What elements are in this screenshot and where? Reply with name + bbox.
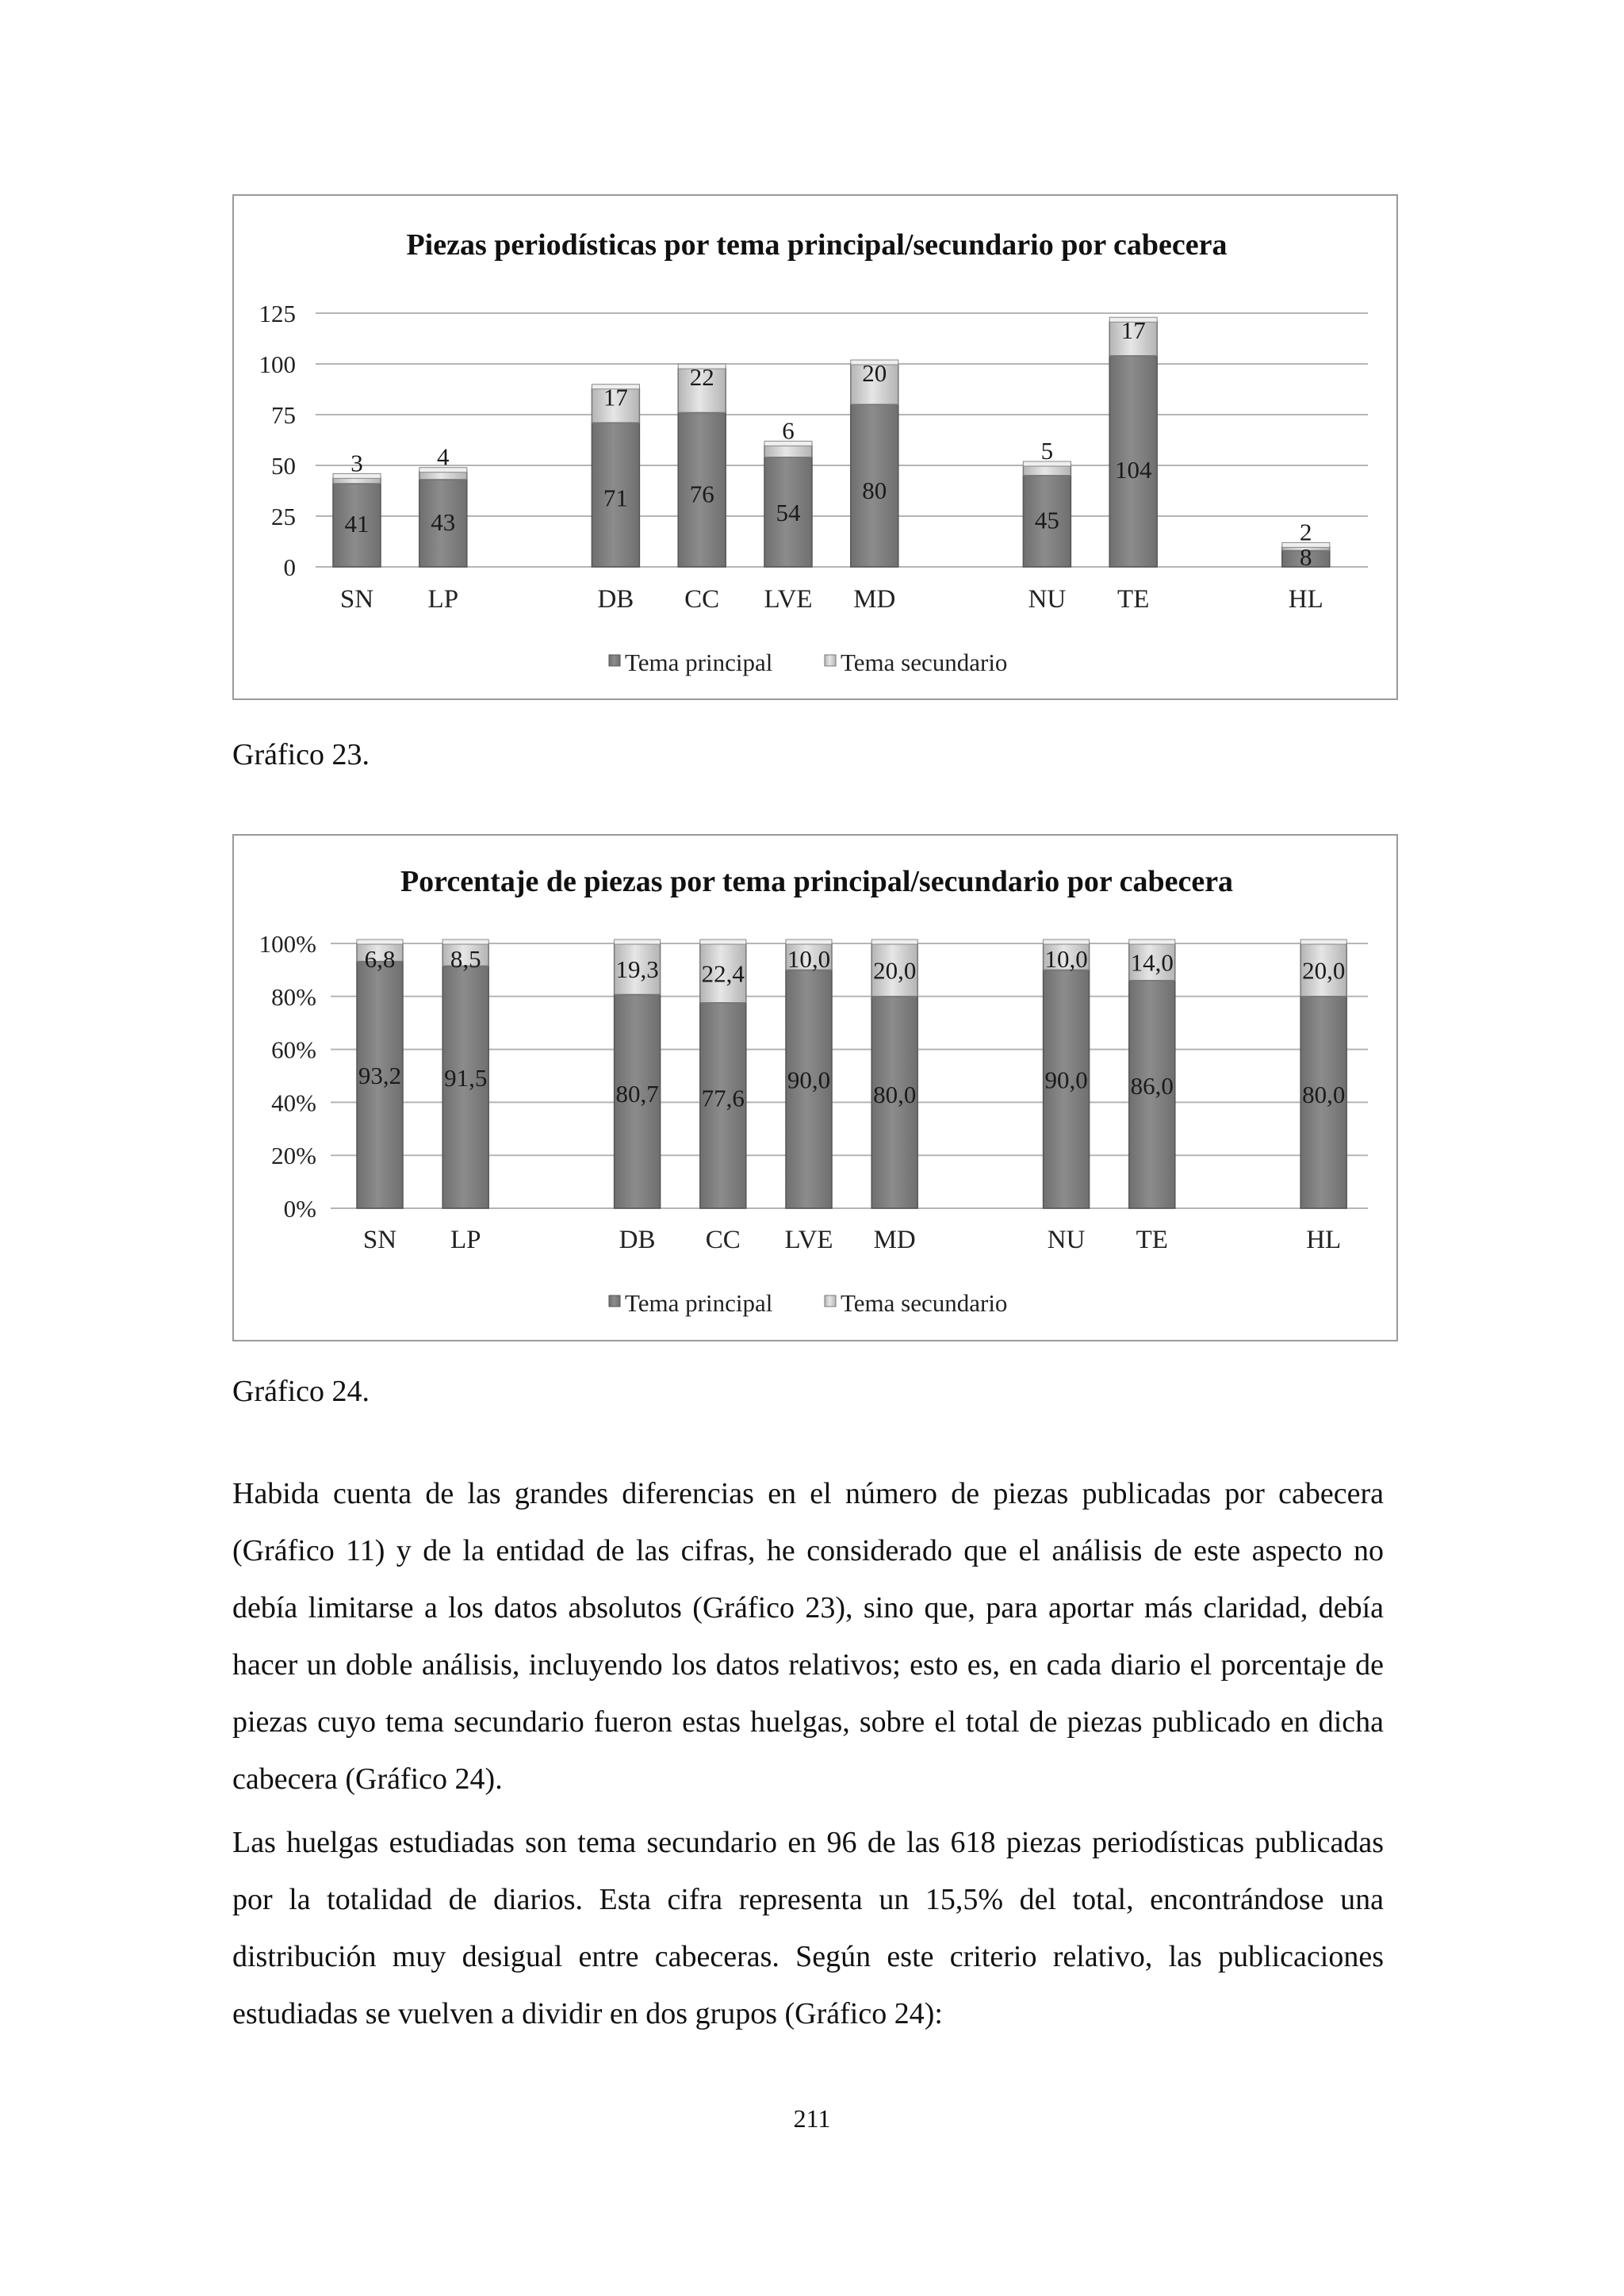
bar-cap xyxy=(1129,939,1175,944)
y-tick-label: 0 xyxy=(283,553,296,581)
legend-swatch-principal xyxy=(609,1295,620,1307)
bar-cap xyxy=(700,939,746,944)
data-label-secundario: 20,0 xyxy=(873,956,917,985)
category-label: LVE xyxy=(784,1226,833,1254)
chart-24 xyxy=(232,834,1398,1341)
category-label: CC xyxy=(684,585,720,614)
data-label-secundario: 20,0 xyxy=(1302,956,1346,985)
data-label-secundario: 8,5 xyxy=(450,945,481,973)
data-label-secundario: 2 xyxy=(1300,518,1312,546)
category-label: HL xyxy=(1288,585,1323,614)
data-label-secundario: 3 xyxy=(350,449,363,477)
category-label: MD xyxy=(853,585,896,614)
chart-23-svg xyxy=(234,196,1400,702)
y-tick-label: 20% xyxy=(271,1142,316,1170)
bar-cap xyxy=(357,939,403,944)
data-label-secundario: 6,8 xyxy=(364,945,396,973)
chart-title: Porcentaje de piezas por tema principal/secundario por cabecera xyxy=(400,865,1234,898)
y-tick-label: 100 xyxy=(259,350,296,378)
category-label: DB xyxy=(597,585,634,614)
bar-cap xyxy=(442,939,488,944)
bar-cap xyxy=(871,939,917,944)
data-label-principal: 80 xyxy=(862,476,887,504)
category-label: NU xyxy=(1047,1226,1086,1254)
legend-swatch-secundario xyxy=(825,655,836,666)
y-tick-label: 25 xyxy=(271,503,296,530)
legend-swatch-secundario xyxy=(825,1295,836,1307)
body-paragraph-2: Las huelgas estudiadas son tema secundario en 96 de las 618 piezas periodísticas publicadas por la totalidad de diarios. Esta cifra representa un 15,5% del total, encontrándose una distribución muy desigual entre cabeceras. Según este criterio relativo, las publicaciones estudiadas se vuelven a dividir en dos grupos (Gráfico 24): xyxy=(232,1826,1384,2030)
legend-label-principal: Tema principal xyxy=(625,649,773,676)
data-label-principal: 90,0 xyxy=(787,1066,831,1094)
data-label-principal: 41 xyxy=(344,509,370,538)
data-label-principal: 8 xyxy=(1300,543,1312,571)
data-label-principal: 91,5 xyxy=(444,1063,488,1092)
data-label-secundario: 6 xyxy=(782,416,795,445)
category-label: TE xyxy=(1117,585,1150,614)
chart-23-caption: Gráfico 23. xyxy=(232,738,370,771)
data-label-principal: 80,7 xyxy=(615,1079,659,1108)
category-label: LP xyxy=(427,585,459,614)
data-label-secundario: 10,0 xyxy=(787,945,831,973)
chart-24-svg xyxy=(234,836,1400,1343)
body-paragraph-1: Habida cuenta de las grandes diferencias en el número de piezas publicadas por cabecera (Gráfico 11) y de la entidad de las cifras, he considerado que el análisis de este aspecto no debía limitarse a los datos absolutos (Gráfico 23), sino que, para aportar más claridad, debía hacer un doble análisis, incluyendo los datos relativos; esto es, en cada diario el porcentaje de piezas cuyo tema secundario fueron estas huelgas, sobre el total de piezas publicado en dicha cabecera (Gráfico 24). xyxy=(232,1477,1384,1796)
data-label-secundario: 10,0 xyxy=(1044,945,1088,973)
y-tick-label: 80% xyxy=(271,982,316,1011)
bar-secundario xyxy=(1023,465,1071,476)
data-label-principal: 43 xyxy=(431,507,456,536)
chart-24-caption: Gráfico 24. xyxy=(232,1375,370,1408)
y-tick-label: 0% xyxy=(283,1195,316,1223)
chart-23 xyxy=(232,194,1398,700)
y-tick-label: 60% xyxy=(271,1035,316,1064)
data-label-secundario: 5 xyxy=(1040,437,1054,465)
bar-cap xyxy=(1300,939,1346,944)
bar-cap xyxy=(1044,939,1090,944)
data-label-secundario: 22 xyxy=(689,363,714,392)
category-label: CC xyxy=(705,1226,741,1254)
category-label: MD xyxy=(873,1226,916,1254)
legend-label-secundario: Tema secundario xyxy=(841,1289,1008,1317)
category-label: SN xyxy=(339,585,374,614)
legend-label-principal: Tema principal xyxy=(625,1289,773,1317)
data-label-principal: 80,0 xyxy=(873,1081,917,1109)
data-label-principal: 54 xyxy=(776,498,801,526)
data-label-secundario: 14,0 xyxy=(1130,948,1174,977)
data-label-secundario: 4 xyxy=(437,442,450,471)
legend-swatch-principal xyxy=(609,655,620,666)
category-label: TE xyxy=(1136,1226,1168,1254)
y-tick-label: 125 xyxy=(259,300,296,327)
data-label-principal: 80,0 xyxy=(1302,1081,1346,1109)
data-label-principal: 90,0 xyxy=(1044,1066,1088,1094)
data-label-principal: 76 xyxy=(689,480,714,508)
category-label: NU xyxy=(1028,585,1067,614)
y-tick-label: 40% xyxy=(271,1089,316,1117)
category-label: LP xyxy=(450,1226,481,1254)
data-label-secundario: 17 xyxy=(603,383,628,411)
legend-label-secundario: Tema secundario xyxy=(841,649,1008,676)
data-label-principal: 104 xyxy=(1114,456,1152,484)
bar-secundario xyxy=(419,472,467,480)
category-label: HL xyxy=(1306,1226,1342,1254)
bar-cap xyxy=(615,939,661,944)
data-label-secundario: 17 xyxy=(1120,316,1146,345)
category-label: LVE xyxy=(764,585,813,614)
data-label-secundario: 19,3 xyxy=(615,955,659,984)
data-label-principal: 86,0 xyxy=(1130,1072,1174,1100)
y-tick-label: 100% xyxy=(259,930,316,958)
page-number: 211 xyxy=(793,2104,831,2133)
chart-title: Piezas periodísticas por tema principal/secundario por cabecera xyxy=(406,228,1228,262)
data-label-principal: 45 xyxy=(1034,506,1059,534)
category-label: DB xyxy=(619,1226,656,1254)
category-label: SN xyxy=(362,1226,397,1254)
data-label-principal: 93,2 xyxy=(358,1061,402,1089)
data-label-principal: 77,6 xyxy=(701,1084,745,1112)
bar-secundario xyxy=(764,445,812,457)
bar-cap xyxy=(786,939,832,944)
y-tick-label: 50 xyxy=(271,452,296,480)
data-label-principal: 71 xyxy=(603,484,628,512)
data-label-secundario: 22,4 xyxy=(701,959,745,988)
data-label-secundario: 20 xyxy=(862,359,887,387)
y-tick-label: 75 xyxy=(271,401,296,429)
